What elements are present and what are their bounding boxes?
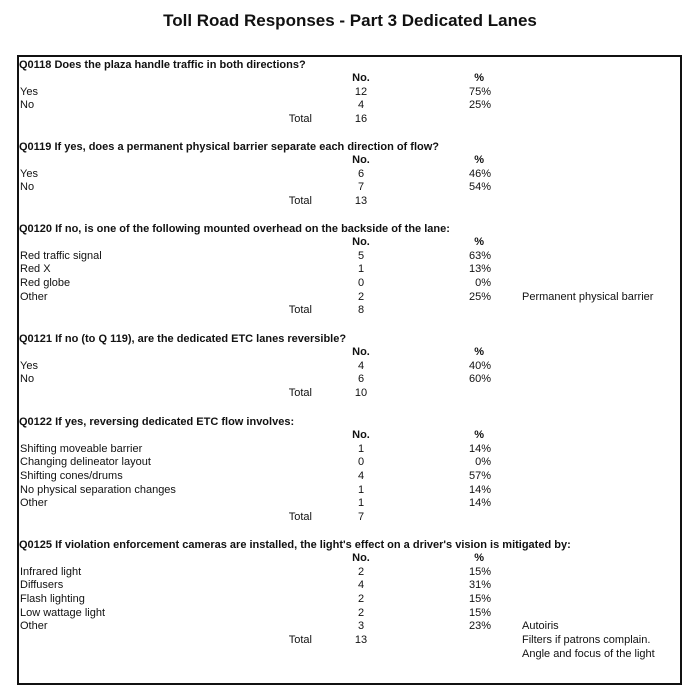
table-row [19,443,680,457]
column-header-row [19,429,680,443]
answer-label: No [20,99,35,112]
answer-percent: 15% [468,606,491,619]
answer-label: Red traffic signal [20,249,102,262]
answer-percent: 57% [468,470,491,483]
col-pct-header: % [474,236,484,248]
table-row [19,607,680,621]
total-row [19,387,680,401]
question-text: Q0121 If no (to Q 119), are the dedicated ETC lanes reversible? [19,333,347,345]
answer-percent: 13% [468,263,491,276]
table-row [19,360,680,374]
table-row [19,593,680,607]
answer-count: 4 [357,579,365,592]
column-header-row [19,236,680,250]
answer-percent: 0% [475,456,491,469]
total-count: 7 [357,511,365,524]
total-label: Total [288,113,312,126]
answer-count: 3 [357,620,365,633]
table-row [19,168,680,182]
answer-count: 4 [357,359,365,372]
answer-count: 2 [357,593,365,606]
answer-label: No [20,181,35,194]
answer-label: Shifting cones/drums [20,470,123,483]
answer-label: Yes [20,85,38,98]
answer-count: 2 [357,290,365,303]
answer-label: Other [20,497,48,510]
answer-label: No physical separation changes [20,483,176,496]
answer-count: 0 [357,456,365,469]
col-no-header: No. [352,236,370,248]
question-section-q0120 [19,222,680,318]
col-pct-header: % [474,154,484,166]
answer-percent: 14% [468,483,491,496]
table-row [19,497,680,511]
answer-percent: 25% [468,99,491,112]
column-header-row [19,72,680,86]
answer-percent: 31% [468,579,491,592]
column-header-row [19,346,680,360]
table-row [19,579,680,593]
answer-percent: 0% [475,277,491,290]
total-count: 16 [354,113,368,126]
answer-percent: 60% [468,373,491,386]
col-no-header: No. [352,154,370,166]
question-section-q0125 [19,538,680,662]
total-row [19,304,680,318]
total-row [19,511,680,525]
answer-count: 2 [357,606,365,619]
question-section-q0118 [19,58,680,127]
answer-percent: 75% [468,85,491,98]
answer-percent: 15% [468,565,491,578]
answer-count: 1 [357,442,365,455]
answer-percent: 46% [468,167,491,180]
question-text: Q0125 If violation enforcement cameras are installed, the light's effect on a driver's vision is mitigated by: [19,539,571,551]
answer-label: Infrared light [20,565,82,578]
answer-count: 6 [357,167,365,180]
answer-percent: 15% [468,593,491,606]
total-label: Total [288,634,312,647]
col-no-header: No. [352,346,370,358]
answer-label: No [20,373,35,386]
col-no-header: No. [352,429,370,441]
note-row [19,648,680,662]
question-section-q0121 [19,332,680,401]
answer-percent: 14% [468,497,491,510]
answer-label: Other [20,290,48,303]
answer-count: 7 [357,181,365,194]
extra-note: Angle and focus of the light [522,647,655,660]
column-header-row [19,552,680,566]
table-row [19,181,680,195]
answer-percent: 25% [468,290,491,303]
total-row [19,195,680,209]
answer-label: Flash lighting [20,593,85,606]
question-text: Q0120 If no, is one of the following mounted overhead on the backside of the lane: [19,223,450,235]
answer-label: Red X [20,263,51,276]
total-count: 13 [354,195,368,208]
answer-label: Shifting moveable barrier [20,442,143,455]
answer-percent: 63% [468,249,491,262]
answer-count: 4 [357,470,365,483]
total-row [19,634,680,648]
total-note: Filters if patrons complain. [522,634,651,647]
table-row [19,456,680,470]
table-row [19,484,680,498]
table-row [19,99,680,113]
answer-label: Low wattage light [20,606,105,619]
answer-label: Red globe [20,277,71,290]
col-pct-header: % [474,72,484,84]
total-label: Total [288,511,312,524]
question-section-q0119 [19,140,680,209]
answer-count: 0 [357,277,365,290]
answer-percent: 54% [468,181,491,194]
table-row [19,86,680,100]
col-pct-header: % [474,552,484,564]
answer-note: Autoiris [522,620,559,633]
answer-label: Yes [20,359,38,372]
question-text: Q0122 If yes, reversing dedicated ETC flow involves: [19,416,295,428]
question-text: Q0119 If yes, does a permanent physical barrier separate each direction of flow? [19,141,439,153]
table-row [19,620,680,634]
total-label: Total [288,195,312,208]
col-no-header: No. [352,552,370,564]
total-row [19,113,680,127]
table-row [19,373,680,387]
table-row [19,470,680,484]
answer-label: Other [20,620,48,633]
page-title: Toll Road Responses - Part 3 Dedicated Lanes [163,11,537,30]
table-row [19,250,680,264]
column-header-row [19,154,680,168]
table-row [19,263,680,277]
table-row [19,291,680,305]
col-pct-header: % [474,429,484,441]
answer-percent: 40% [468,359,491,372]
answer-count: 6 [357,373,365,386]
answer-count: 1 [357,483,365,496]
question-text: Q0118 Does the plaza handle traffic in both directions? [19,59,306,71]
answer-count: 12 [354,85,368,98]
answer-count: 2 [357,565,365,578]
question-section-q0122 [19,415,680,525]
total-count: 13 [354,634,368,647]
answer-label: Diffusers [20,579,64,592]
answer-percent: 14% [468,442,491,455]
answer-percent: 23% [468,620,491,633]
answer-note: Permanent physical barrier [522,290,654,303]
total-count: 8 [357,304,365,317]
answer-count: 1 [357,263,365,276]
total-label: Total [288,387,312,400]
table-row [19,277,680,291]
answer-count: 5 [357,249,365,262]
answer-count: 1 [357,497,365,510]
table-row [19,566,680,580]
answer-label: Changing delineator layout [20,456,151,469]
total-count: 10 [354,387,368,400]
col-no-header: No. [352,72,370,84]
answer-label: Yes [20,167,38,180]
col-pct-header: % [474,346,484,358]
answer-count: 4 [357,99,365,112]
total-label: Total [288,304,312,317]
results-frame [17,55,682,685]
